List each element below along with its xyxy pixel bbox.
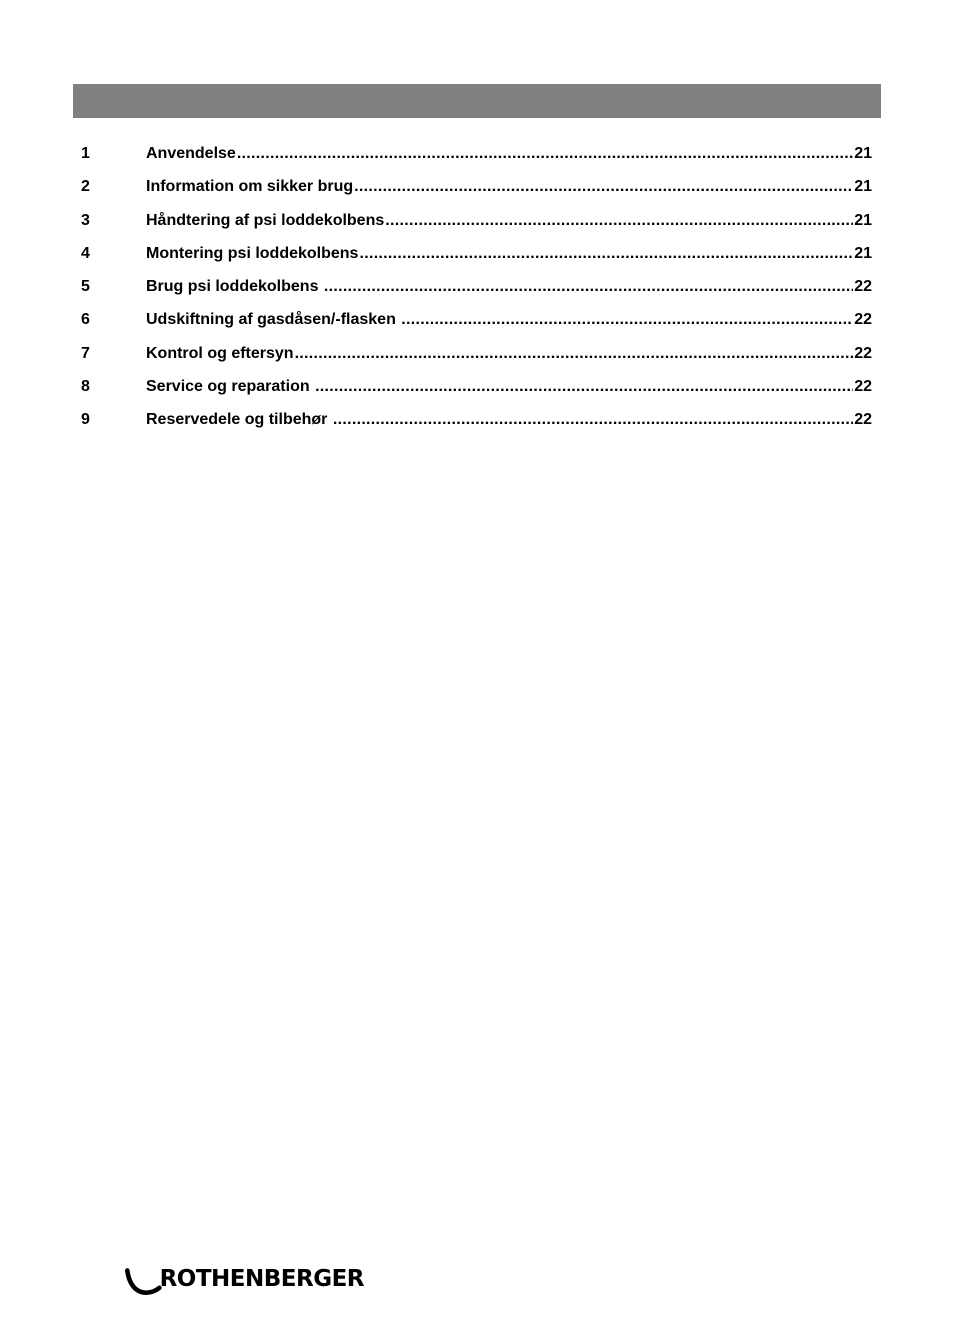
toc-number: 3 <box>81 211 90 229</box>
toc-title: Service og reparation <box>146 378 315 396</box>
toc-leader-dots <box>315 376 853 398</box>
toc-number: 9 <box>81 411 90 429</box>
toc-entry-7[interactable] <box>81 343 872 376</box>
toc-title: Håndtering af psi loddekolbens <box>146 211 385 229</box>
toc-leader-dots <box>333 409 853 431</box>
toc-number: 6 <box>81 311 90 329</box>
toc-title: Reservedele og tilbehør <box>146 411 332 429</box>
toc-title: Brug psi loddekolbens <box>146 278 323 296</box>
toc-entry-4[interactable] <box>81 243 872 276</box>
toc-entry-2[interactable] <box>81 176 872 209</box>
toc-entry-5[interactable] <box>81 276 872 309</box>
toc-entry-6[interactable] <box>81 309 872 342</box>
toc-title: Udskiftning af gasdåsen/-flasken <box>146 311 401 329</box>
toc-leader-dots <box>354 176 853 198</box>
toc-page-number: 21 <box>854 145 872 162</box>
toc-number: 8 <box>81 378 90 396</box>
toc-entry-1[interactable] <box>81 143 872 176</box>
toc-leader-dots <box>237 143 853 165</box>
toc-entry-3[interactable] <box>81 210 872 243</box>
toc-number: 4 <box>81 244 90 262</box>
toc-number: 5 <box>81 278 90 296</box>
toc-page-number: 22 <box>854 278 872 296</box>
toc-title: Information om sikker brug <box>146 178 354 196</box>
toc-leader-dots <box>401 309 853 331</box>
toc-title: Kontrol og eftersyn <box>146 344 294 362</box>
toc-page-number: 22 <box>854 378 872 396</box>
logo-swoosh-icon <box>124 1264 164 1300</box>
toc-number: 1 <box>81 145 90 162</box>
toc-number: 2 <box>81 178 90 196</box>
toc-entry-8[interactable] <box>81 376 872 409</box>
toc-leader-dots <box>385 210 853 232</box>
toc-page-number: 22 <box>854 311 872 329</box>
toc-title: Anvendelse <box>146 145 236 162</box>
toc-title: Montering psi loddekolbens <box>146 244 359 262</box>
table-of-contents <box>81 143 872 443</box>
toc-page-number: 21 <box>854 211 872 229</box>
toc-page-number: 22 <box>854 411 872 429</box>
header-bar <box>73 84 881 118</box>
logo-wordmark: ROTHENBERGER <box>159 1266 364 1292</box>
toc-entry-9[interactable] <box>81 409 872 442</box>
toc-page-number: 21 <box>854 178 872 196</box>
toc-page-number: 21 <box>854 244 872 262</box>
rothenberger-logo <box>124 1262 364 1302</box>
toc-leader-dots <box>295 343 854 365</box>
toc-page-number: 22 <box>854 344 872 362</box>
toc-leader-dots <box>324 276 853 298</box>
toc-leader-dots <box>359 243 853 265</box>
toc-number: 7 <box>81 344 90 362</box>
